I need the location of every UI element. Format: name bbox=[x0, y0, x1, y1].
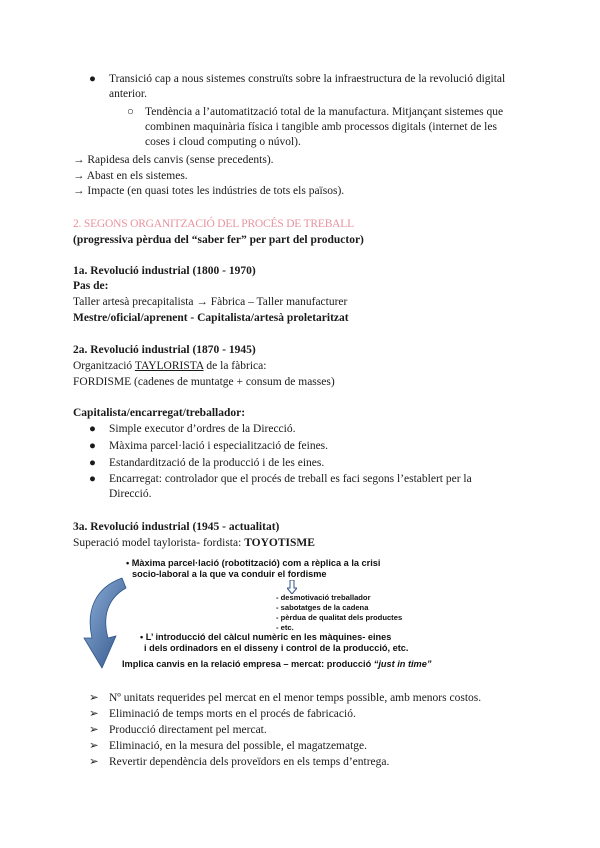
bullet-text-continued: anterior. bbox=[109, 88, 147, 100]
bullet-dot: ● bbox=[89, 440, 96, 452]
diagram-point2-line1: • L’ introducció del càlcul numèric en les màquines- eines bbox=[140, 632, 392, 642]
rev1-label: Pas de: bbox=[73, 280, 109, 292]
diagram-point1-line1: • Màxima parcel·lació (robotització) com a rèplica a la crisi bbox=[126, 558, 381, 568]
sub-bullet-line: Tendència a l’automatització total de la manufactura. Mitjançant sistemes que bbox=[145, 106, 504, 118]
diagram-point2-line2: i dels ordinadors en el disseny i control de la producció, etc. bbox=[144, 643, 409, 653]
arrowhead-bullet-icon: ➢ bbox=[89, 740, 99, 752]
bullet-dot: ● bbox=[89, 473, 96, 485]
arrow-line: → Abast en els sistemes. bbox=[73, 170, 188, 182]
rev3-intro bbox=[73, 536, 315, 551]
bullet-dot: ● bbox=[89, 423, 96, 435]
rev1-title: 1a. Revolució industrial (1800 - 1970) bbox=[73, 265, 256, 277]
consequence-item: - sabotatges de la cadena bbox=[276, 603, 369, 612]
org-underlined: TAYLORISTA bbox=[134, 360, 204, 372]
rev1-line: Taller artesà precapitalista → Fàbrica – Taller manufacturer bbox=[73, 296, 348, 308]
arrow-bullet-text: Eliminació de temps morts en el procés de fabricació. bbox=[109, 708, 356, 720]
rev1-bold-line: Mestre/oficial/aprenent - Capitalista/artesà proletaritzat bbox=[73, 312, 349, 324]
rev2-organization bbox=[73, 359, 266, 374]
bullet-text: Màxima parcel·lació i especialització de feines. bbox=[109, 440, 329, 452]
bullet-text: Simple executor d’ordres de la Direcció. bbox=[109, 423, 296, 435]
arrowhead-bullet-icon: ➢ bbox=[89, 692, 99, 704]
sub-bullet-line: combinen maquinària física i tangible amb processos digitals (internet de les bbox=[145, 121, 497, 133]
arrow-bullet-text: Revertir dependència dels proveïdors en els temps d’entrega. bbox=[109, 756, 390, 768]
bullet-text: Estandardització de la producció i de les eines. bbox=[109, 457, 325, 469]
arrow-line: → Impacte (en quasi totes les indústries de tots els països). bbox=[73, 185, 345, 197]
arrow-bullet-text: Producció directament pel mercat. bbox=[109, 724, 267, 736]
org-suffix: de la fàbrica: bbox=[203, 360, 267, 372]
arrowhead-bullet-icon: ➢ bbox=[89, 724, 99, 736]
bullet-text: Transició cap a nous sistemes construïts sobre la infraestructura de la revolució digital bbox=[109, 73, 506, 85]
footer-text: Implica canvis en la relació empresa – mercat: producció bbox=[122, 659, 374, 669]
bullet-dot: ● bbox=[89, 457, 96, 469]
section-heading: 2. SEGONS ORGANITZACIÓ DEL PROCÉS DE TREBALL bbox=[73, 218, 354, 230]
rev3-title: 3a. Revolució industrial (1945 - actualitat) bbox=[73, 521, 280, 533]
rev2-fordisme: FORDISME (cadenes de muntatge + consum de masses) bbox=[73, 376, 335, 388]
hollow-bullet: ○ bbox=[127, 106, 134, 118]
footer-italic: “just in time” bbox=[373, 659, 432, 669]
diagram-point1-line2: socio-laboral a la que va conduir el fordisme bbox=[132, 569, 327, 579]
consequence-item: - etc. bbox=[276, 623, 294, 632]
bullet-dot: ● bbox=[89, 73, 96, 85]
toyotisme-diagram bbox=[80, 556, 480, 676]
consequence-item: - desmotivació treballador bbox=[276, 593, 371, 602]
rev2-title: 2a. Revolució industrial (1870 - 1945) bbox=[73, 344, 256, 356]
down-arrow-icon bbox=[287, 580, 297, 594]
rev3-intro-bold: TOYOTISME bbox=[244, 537, 315, 549]
arrow-line: → Rapidesa dels canvis (sense precedents). bbox=[73, 154, 274, 166]
bullet-text: Encarregat: controlador que el procés de treball es faci segons l’establert per la bbox=[109, 473, 472, 485]
arrowhead-bullet-icon: ➢ bbox=[89, 756, 99, 768]
arrow-bullet-text: Nº unitats requerides pel mercat en el menor temps possible, amb menors costos. bbox=[109, 692, 482, 704]
org-prefix: Organització bbox=[73, 360, 135, 372]
rev3-intro-text: Superació model taylorista- fordista: bbox=[73, 537, 245, 549]
diagram-footer bbox=[122, 659, 431, 670]
rev2-roles-heading: Capitalista/encarregat/treballador: bbox=[73, 407, 246, 419]
arrowhead-bullet-icon: ➢ bbox=[89, 708, 99, 720]
arrow-bullet-text: Eliminació, en la mesura del possible, el magatzematge. bbox=[109, 740, 368, 752]
consequence-item: - pèrdua de qualitat dels productes bbox=[276, 613, 403, 622]
section-subheading: (progressiva pèrdua del “saber fer” per part del productor) bbox=[73, 234, 364, 246]
sub-bullet-line: coses i cloud computing o núvol). bbox=[145, 136, 301, 148]
bullet-text-continued: Direcció. bbox=[109, 488, 152, 500]
